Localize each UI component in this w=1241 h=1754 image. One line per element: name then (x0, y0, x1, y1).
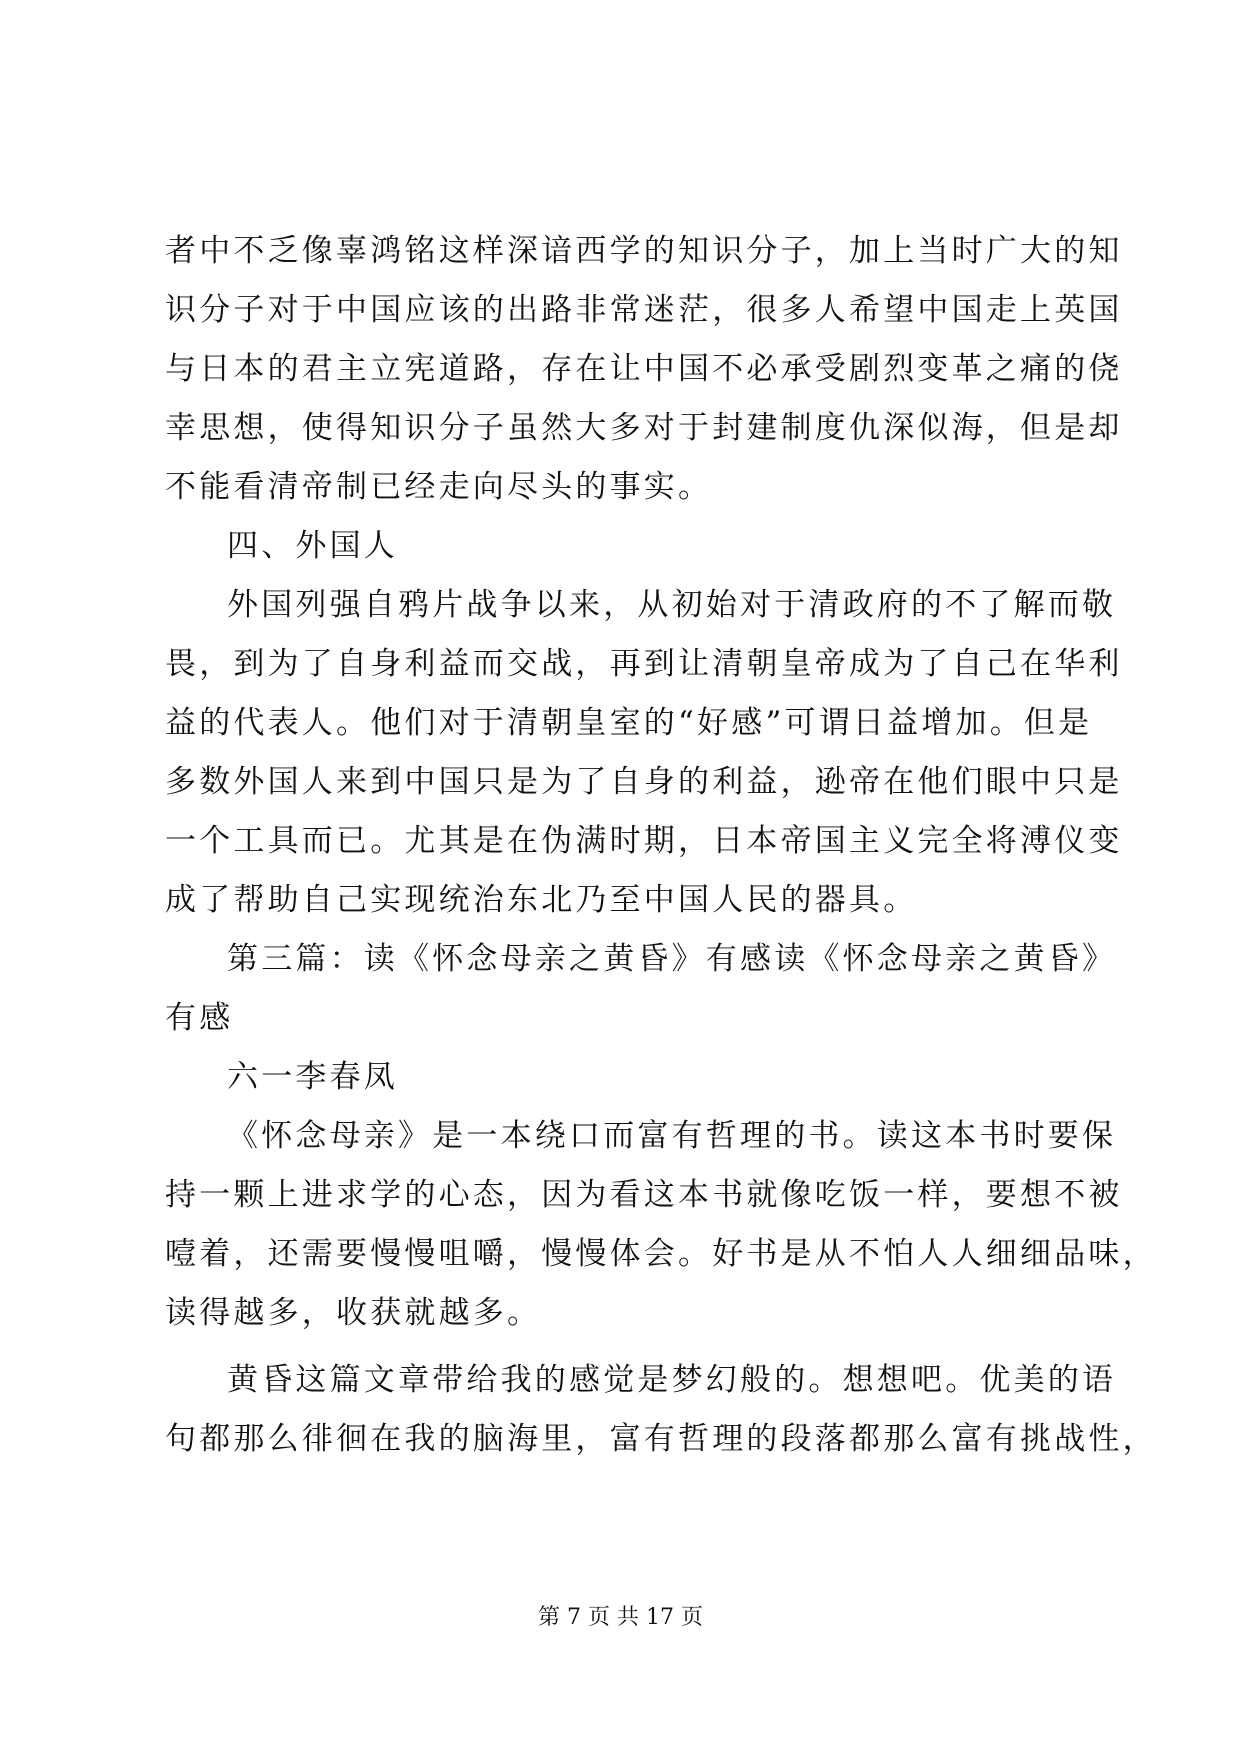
chapter-title: 第三篇：读《怀念母亲之黄昏》有感读《怀念母亲之黄昏》 (227, 941, 1117, 977)
text-line: 读得越多，收获就越多。 (165, 1295, 542, 1331)
text-line: 不能看清帝制已经走向尽头的事实。 (165, 469, 713, 505)
text-line: 持一颗上进求学的心态，因为看这本书就像吃饭一样，要想不被 (165, 1177, 1123, 1213)
text-line: 成了帮助自己实现统治东北乃至中国人民的器具。 (165, 882, 918, 918)
author-line: 六一李春凤 (227, 1059, 398, 1095)
chapter-title-continued: 有感 (165, 1000, 234, 1036)
text-line: 噎着，还需要慢慢咀嚼，慢慢体会。好书是从不怕人人细细品味， (165, 1236, 1157, 1272)
text-line: 一个工具而已。尤其是在伪满时期，日本帝国主义完全将溥仪变 (165, 823, 1123, 859)
text-line: 幸思想，使得知识分子虽然大多对于封建制度仇深似海，但是却 (165, 410, 1123, 446)
section-heading: 四、外国人 (227, 528, 398, 564)
text-line: 多数外国人来到中国只是为了自身的利益，逊帝在他们眼中只是 (165, 764, 1123, 800)
text-line: 者中不乏像辜鸿铭这样深谙西学的知识分子，加上当时广大的知 (165, 233, 1123, 269)
text-line: 《怀念母亲》是一本绕口而富有哲理的书。读这本书时要保 (227, 1118, 1117, 1154)
text-line: 句都那么徘徊在我的脑海里，富有哲理的段落都那么富有挑战性， (165, 1421, 1157, 1457)
text-line: 黄昏这篇文章带给我的感觉是梦幻般的。想想吧。优美的语 (227, 1362, 1117, 1398)
text-line: 识分子对于中国应该的出路非常迷茫，很多人希望中国走上英国 (165, 292, 1123, 328)
page-number-footer: 第 7 页 共 17 页 (538, 1605, 703, 1630)
paragraph-gap (165, 1343, 1085, 1351)
text-line: 外国列强自鸦片战争以来，从初始对于清政府的不了解而敬 (227, 587, 1117, 623)
text-line: 畏，到为了自身利益而交战，再到让清朝皇帝成为了自己在华利 (165, 646, 1123, 682)
text-line: 与日本的君主立宪道路，存在让中国不必承受剧烈变革之痛的侥 (165, 351, 1123, 387)
text-line: 益的代表人。他们对于清朝皇室的“好感”可谓日益增加。但是 (165, 705, 1093, 741)
document-body (165, 222, 1157, 1469)
